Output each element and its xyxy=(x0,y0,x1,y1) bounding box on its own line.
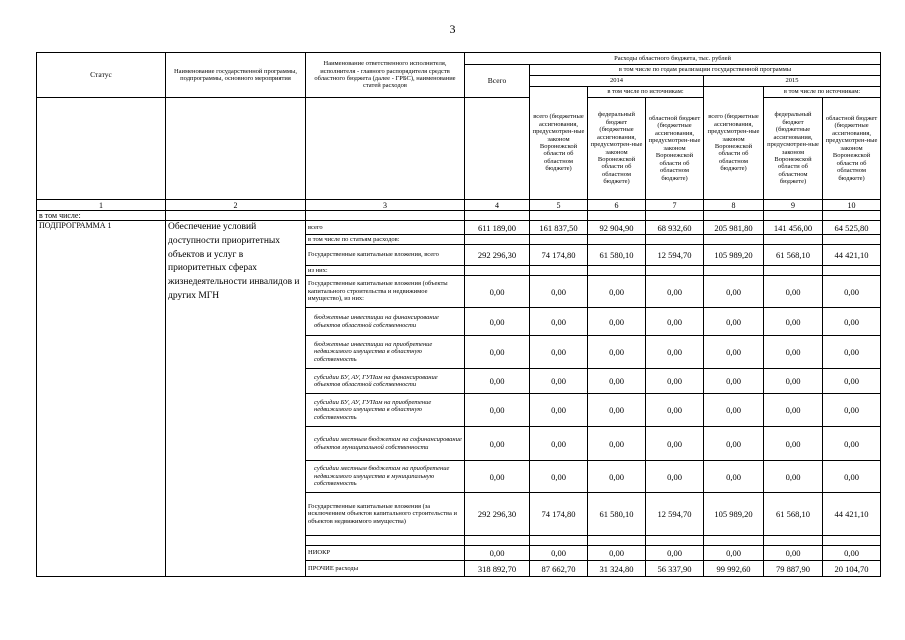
cell-value: 0,00 xyxy=(646,461,704,493)
cell-value: 0,00 xyxy=(465,369,530,394)
cell-value: 61 580,10 xyxy=(588,493,646,536)
cell-value: 0,00 xyxy=(764,369,823,394)
cell-value: 0,00 xyxy=(530,427,588,461)
cell-value: 0,00 xyxy=(588,546,646,561)
cell-value: 20 104,70 xyxy=(823,561,881,577)
cell-value: 0,00 xyxy=(588,276,646,308)
cell-value: 0,00 xyxy=(646,394,704,427)
col-number: 7 xyxy=(646,200,704,211)
cell-value: 0,00 xyxy=(646,336,704,369)
col-number: 4 xyxy=(465,200,530,211)
cell-value: 292 296,30 xyxy=(465,493,530,536)
cell-value: 611 189,00 xyxy=(465,221,530,235)
header-expenses: Расходы областного бюджета, тыс. рублей xyxy=(465,53,881,65)
cell-value: 0,00 xyxy=(823,394,881,427)
row-label: из них: xyxy=(306,266,465,276)
header-regional-2014: областной бюджет (бюджетные ассигнования, предусмотрен-ные законом Воронежской области об областном бюджете) xyxy=(646,98,704,200)
cell-value: 0,00 xyxy=(704,546,764,561)
cell-value: 99 992,60 xyxy=(704,561,764,577)
col-number: 9 xyxy=(764,200,823,211)
cell-value: 0,00 xyxy=(764,461,823,493)
cell-value: 105 989,20 xyxy=(704,493,764,536)
subprogram-status: ПОДПРОГРАММА 1 xyxy=(37,221,166,577)
cell-value: 292 296,30 xyxy=(465,245,530,266)
cell-value: 0,00 xyxy=(465,546,530,561)
cell-value: 205 981,80 xyxy=(704,221,764,235)
header-by-years: в том числе по годам реализации государственной программы xyxy=(530,65,881,76)
cell-value: 44 421,10 xyxy=(823,493,881,536)
cell-value: 0,00 xyxy=(588,369,646,394)
row-label: в том числе по статьям расходов: xyxy=(306,235,465,245)
row-label: бюджетные инвестиции на приобретение недвижимого имущества в областную собственность xyxy=(306,336,465,369)
cell-value: 0,00 xyxy=(530,394,588,427)
col-number: 1 xyxy=(37,200,166,211)
col-number: 6 xyxy=(588,200,646,211)
header-year-2014: 2014 xyxy=(530,76,704,87)
header-status-cont xyxy=(37,98,166,200)
cell-value: 0,00 xyxy=(530,369,588,394)
header-by-sources-2015: в том числе по источникам: xyxy=(764,87,881,98)
cell-value: 0,00 xyxy=(465,461,530,493)
cell-value: 0,00 xyxy=(764,276,823,308)
header-executor-cont xyxy=(306,98,465,200)
cell-value: 68 932,60 xyxy=(646,221,704,235)
cell-value: 0,00 xyxy=(704,276,764,308)
cell-value: 0,00 xyxy=(465,427,530,461)
cell-value: 0,00 xyxy=(704,308,764,336)
cell-value: 12 594,70 xyxy=(646,493,704,536)
table-row xyxy=(37,221,881,235)
cell-value: 0,00 xyxy=(823,427,881,461)
cell-value: 64 525,80 xyxy=(823,221,881,235)
cell-value: 0,00 xyxy=(646,276,704,308)
cell-value: 141 456,00 xyxy=(764,221,823,235)
cell-value: 0,00 xyxy=(530,336,588,369)
cell-value: 92 904,90 xyxy=(588,221,646,235)
cell-value: 0,00 xyxy=(588,427,646,461)
cell-value: 0,00 xyxy=(646,427,704,461)
header-by-sources-2014: в том числе по источникам: xyxy=(588,87,704,98)
cell-value: 0,00 xyxy=(764,427,823,461)
cell-value: 0,00 xyxy=(588,461,646,493)
cell-value: 0,00 xyxy=(823,276,881,308)
cell-value: 31 324,80 xyxy=(588,561,646,577)
col-number: 2 xyxy=(166,200,306,211)
cell-value: 61 568,10 xyxy=(764,245,823,266)
cell-value: 0,00 xyxy=(465,276,530,308)
header-total-cont xyxy=(465,98,530,200)
header-federal-2015: федеральный бюджет (бюджетные ассигнования, предусмотрен-ные законом Воронежской области об областном бюджете) xyxy=(764,98,823,200)
row-label: всего xyxy=(306,221,465,235)
cell-value: 74 174,80 xyxy=(530,493,588,536)
row-label: Государственные капитальные вложения (за исключением объектов капитального строительства и объектов недвижимого имущества) xyxy=(306,493,465,536)
cell-value: 0,00 xyxy=(823,336,881,369)
cell-value: 0,00 xyxy=(588,308,646,336)
cell-value: 0,00 xyxy=(704,461,764,493)
col-number: 10 xyxy=(823,200,881,211)
cell-value: 0,00 xyxy=(704,369,764,394)
cell-value: 0,00 xyxy=(588,394,646,427)
cell-value: 0,00 xyxy=(704,427,764,461)
cell-value: 318 892,70 xyxy=(465,561,530,577)
header-status: Статус xyxy=(37,53,166,98)
header-total-budget-2014: всего (бюджетные ассигнования, предусмотрен-ные законом Воронежской области об областном бюджете) xyxy=(530,87,588,200)
cell-value: 105 989,20 xyxy=(704,245,764,266)
cell-value: 0,00 xyxy=(530,308,588,336)
cell-value: 87 662,70 xyxy=(530,561,588,577)
including-label: в том числе: xyxy=(37,211,166,221)
cell-value: 0,00 xyxy=(465,394,530,427)
budget-table xyxy=(36,52,881,577)
header-program-cont xyxy=(166,98,306,200)
cell-value: 0,00 xyxy=(465,308,530,336)
row-label: субсидии местным бюджетам на софинансирование объектов муниципальной собственности xyxy=(306,427,465,461)
cell-value: 61 568,10 xyxy=(764,493,823,536)
cell-value: 0,00 xyxy=(704,394,764,427)
row-label: Государственные капитальные вложения, всего xyxy=(306,245,465,266)
col-number: 5 xyxy=(530,200,588,211)
cell-value: 0,00 xyxy=(764,546,823,561)
cell-value: 0,00 xyxy=(823,369,881,394)
cell-value: 0,00 xyxy=(530,276,588,308)
cell-value: 0,00 xyxy=(823,546,881,561)
cell-value: 0,00 xyxy=(823,308,881,336)
cell-value: 0,00 xyxy=(646,546,704,561)
cell-value: 161 837,50 xyxy=(530,221,588,235)
cell-value: 0,00 xyxy=(764,394,823,427)
col-number: 3 xyxy=(306,200,465,211)
row-label: ПРОЧИЕ расходы xyxy=(306,561,465,577)
row-label: субсидии БУ, АУ, ГУПам на финансирование объектов областной собственности xyxy=(306,369,465,394)
row-label: Государственные капитальные вложения (объекты капитального строительства и недвижимое имущество), из них: xyxy=(306,276,465,308)
cell-value: 61 580,10 xyxy=(588,245,646,266)
header-year-2015: 2015 xyxy=(704,76,881,87)
header-total: Всего xyxy=(465,65,530,98)
header-total-budget-2015: всего (бюджетные ассигнования, предусмотрен-ные законом Воронежской области об областном бюджете) xyxy=(704,87,764,200)
header-executor-name: Наименование ответственного исполнителя, исполнителя - главного распорядителя средств областного бюджета (далее - ГРБС), наименование статей расходов xyxy=(306,53,465,98)
row-label: НИОКР xyxy=(306,546,465,561)
cell-value: 0,00 xyxy=(588,336,646,369)
row-label: субсидии БУ, АУ, ГУПам на приобретение недвижимого имущества в областную собственность xyxy=(306,394,465,427)
cell-value: 0,00 xyxy=(465,336,530,369)
cell-value: 12 594,70 xyxy=(646,245,704,266)
cell-value: 0,00 xyxy=(764,336,823,369)
page-number: 3 xyxy=(449,22,456,36)
cell-value: 0,00 xyxy=(646,369,704,394)
cell-value: 44 421,10 xyxy=(823,245,881,266)
cell-value: 79 887,90 xyxy=(764,561,823,577)
cell-value: 0,00 xyxy=(530,461,588,493)
col-number: 8 xyxy=(704,200,764,211)
cell-value: 0,00 xyxy=(704,336,764,369)
header-program-name: Наименование государственной программы, подпрограммы, основного мероприятия xyxy=(166,53,306,98)
cell-value: 0,00 xyxy=(646,308,704,336)
cell-value: 0,00 xyxy=(823,461,881,493)
subprogram-name: Обеспечение условий доступности приоритетных объектов и услуг в приоритетных сферах жизнедеятельности инвалидов и других МГН xyxy=(166,221,306,577)
row-label: бюджетные инвестиции на финансирование объектов областной собственности xyxy=(306,308,465,336)
header-regional-2015: областной бюджет (бюджетные ассигнования, предусмотрен-ные законом Воронежской области об областном бюджете) xyxy=(823,98,881,200)
header-federal-2014: федеральный бюджет (бюджетные ассигнования, предусмотрен-ные законом Воронежской области об областном бюджете) xyxy=(588,98,646,200)
cell-value: 74 174,80 xyxy=(530,245,588,266)
cell-value: 0,00 xyxy=(530,546,588,561)
cell-value: 56 337,90 xyxy=(646,561,704,577)
cell-value: 0,00 xyxy=(764,308,823,336)
row-label: субсидии местным бюджетам на приобретение недвижимого имущества в муниципальную собственность xyxy=(306,461,465,493)
